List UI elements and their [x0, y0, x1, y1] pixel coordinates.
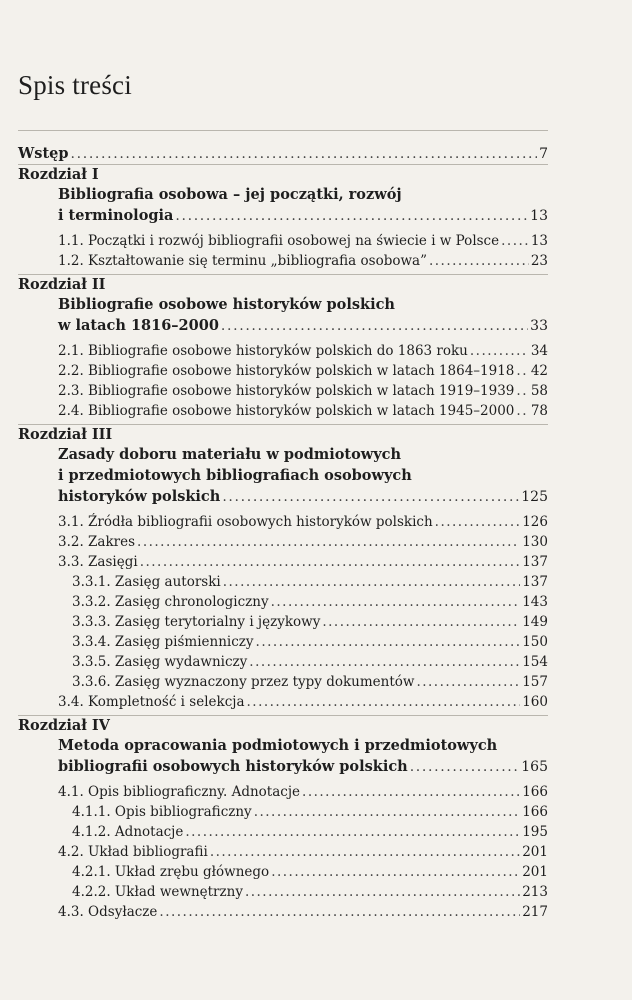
toc-entry: 4.2. Układ bibliografii . . . 201: [58, 843, 548, 861]
chapter-heading-4: Rozdział IV: [18, 717, 110, 734]
divider: [18, 715, 548, 716]
toc-entry: 4.2.1. Układ zrębu głównego . . . 201: [72, 863, 548, 881]
toc-entry: 2.2. Bibliografie osobowe historyków polskich w latach 1864–1918 . . . 42: [58, 362, 548, 380]
toc-entry: 4.1.1. Opis bibliograficzny . . . 166: [72, 803, 548, 821]
divider: [18, 274, 548, 275]
divider: [18, 424, 548, 425]
page-title: Spis treści: [18, 70, 132, 100]
chapter-title-4-line1: Metoda opracowania podmiotowych i przedmiotowych: [58, 737, 498, 754]
chapter-title-1-line2: i terminologia . . . 13: [58, 207, 548, 225]
toc-entry-intro: Wstęp . . . 7: [18, 145, 548, 163]
toc-entry: 3.3.1. Zasięg autorski . . . 137: [72, 573, 548, 591]
toc-entry: 2.4. Bibliografie osobowe historyków polskich w latach 1945–2000 . . . 78: [58, 402, 548, 420]
toc-entry: 3.2. Zakres . . . 130: [58, 533, 548, 551]
toc-entry: 3.3.2. Zasięg chronologiczny . . . 143: [72, 593, 548, 611]
toc-entry: 3.4. Kompletność i selekcja . . . 160: [58, 693, 548, 711]
toc-entry: 3.3.5. Zasięg wydawniczy . . . 154: [72, 653, 548, 671]
chapter-title-4-line2: bibliografii osobowych historyków polskich . . . 165: [58, 758, 548, 776]
toc-entry: 1.2. Kształtowanie się terminu „bibliografia osobowa” . . . 23: [58, 252, 548, 270]
toc-entry: 1.1. Początki i rozwój bibliografii osobowej na świecie i w Polsce . . . 13: [58, 232, 548, 250]
toc-entry: 4.3. Odsyłacze . . . 217: [58, 903, 548, 921]
chapter-heading-2: Rozdział II: [18, 276, 106, 293]
toc-entry: 4.1.2. Adnotacje . . . 195: [72, 823, 548, 841]
divider: [18, 164, 548, 165]
chapter-title-2-line2: w latach 1816–2000 . . . 33: [58, 317, 548, 335]
chapter-title-3-line2: i przedmiotowych bibliografiach osobowych: [58, 467, 412, 484]
toc-entry: 2.1. Bibliografie osobowe historyków polskich do 1863 roku . . . 34: [58, 342, 548, 360]
chapter-title-3-line1: Zasady doboru materiału w podmiotowych: [58, 446, 402, 463]
toc-entry: 3.3. Zasięgi . . . 137: [58, 553, 548, 571]
toc-entry: 4.1. Opis bibliograficzny. Adnotacje . . . 166: [58, 783, 548, 801]
chapter-heading-1: Rozdział I: [18, 166, 99, 183]
toc-entry: 3.1. Źródła bibliografii osobowych historyków polskich . . . 126: [58, 513, 548, 531]
toc-entry: 3.3.6. Zasięg wyznaczony przez typy dokumentów . . . 157: [72, 673, 548, 691]
toc-entry: 3.3.3. Zasięg terytorialny i językowy . . . 149: [72, 613, 548, 631]
chapter-title-3-line3: historyków polskich . . . 125: [58, 488, 548, 506]
chapter-title-2-line1: Bibliografie osobowe historyków polskich: [58, 296, 395, 313]
chapter-title-1-line1: Bibliografia osobowa – jej początki, rozwój: [58, 186, 402, 203]
toc-entry: 4.2.2. Układ wewnętrzny . . . 213: [72, 883, 548, 901]
chapter-heading-3: Rozdział III: [18, 426, 113, 443]
toc-entry: 2.3. Bibliografie osobowe historyków polskich w latach 1919–1939 . . . 58: [58, 382, 548, 400]
divider: [18, 130, 548, 131]
toc-entry: 3.3.4. Zasięg piśmienniczy . . . 150: [72, 633, 548, 651]
